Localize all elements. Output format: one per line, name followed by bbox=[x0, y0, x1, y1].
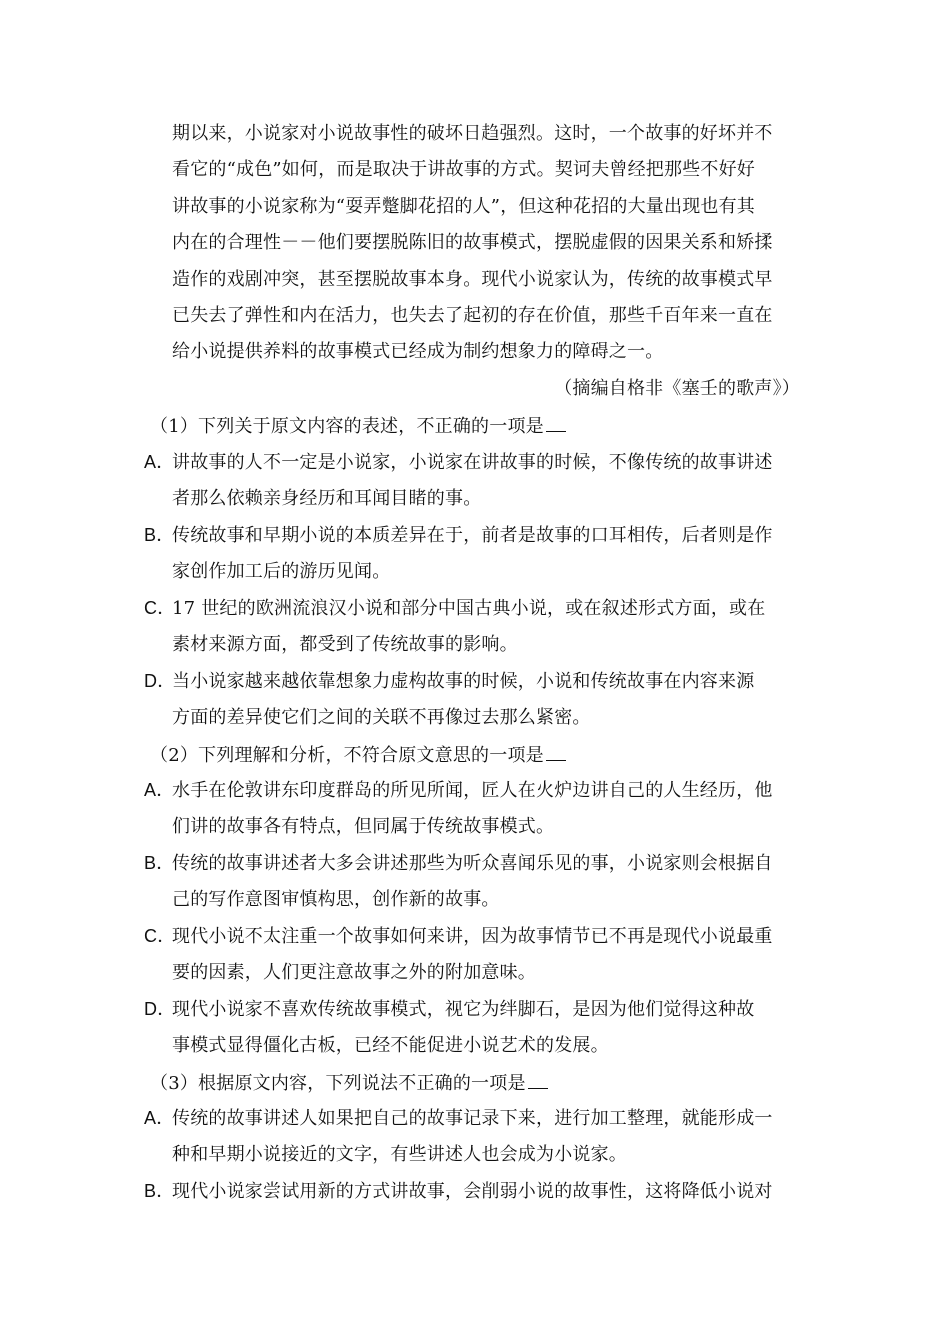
option-3b bbox=[144, 1179, 773, 1204]
option-label: A． bbox=[144, 452, 175, 472]
passage-line: 看它的“成色”如何，而是取决于讲故事的方式。契诃夫曾经把那些不好好 bbox=[172, 159, 756, 180]
option-text: 现代小说家尝试用新的方式讲故事，会削弱小说的故事性，这将降低小说对 bbox=[172, 1181, 773, 1202]
option-label: B． bbox=[144, 525, 175, 545]
question-stem-3 bbox=[150, 1070, 548, 1096]
option-2d-continuation: 事模式显得僵化古板，已经不能促进小说艺术的发展。 bbox=[172, 1035, 609, 1056]
option-label: B． bbox=[144, 853, 175, 873]
option-3a-continuation: 种和早期小说接近的文字，有些讲述人也会成为小说家。 bbox=[172, 1144, 627, 1165]
passage-line: 已失去了弹性和内在活力，也失去了起初的存在价值，那些千百年来一直在 bbox=[172, 305, 773, 326]
option-3a bbox=[144, 1106, 773, 1131]
passage-line: 讲故事的小说家称为“耍弄蹩脚花招的人”，但这种花招的大量出现也有其 bbox=[172, 196, 756, 217]
option-label: D． bbox=[144, 671, 176, 691]
option-1a bbox=[144, 450, 773, 475]
passage-source: （摘编自格非《塞壬的歌声》） bbox=[554, 378, 800, 399]
question-stem-text: （3）根据原文内容，下列说法不正确的一项是 bbox=[150, 1073, 526, 1094]
option-1d bbox=[144, 669, 754, 694]
answer-blank bbox=[546, 742, 566, 761]
option-text: 当小说家越来越依靠想象力虚构故事的时候，小说和传统故事在内容来源 bbox=[172, 671, 755, 692]
passage-line: 内在的合理性－－他们要摆脱陈旧的故事模式，摆脱虚假的因果关系和矫揉 bbox=[172, 232, 773, 253]
passage-line: 给小说提供养料的故事模式已经成为制约想象力的障碍之一。 bbox=[172, 341, 664, 362]
option-text: 传统的故事讲述人如果把自己的故事记录下来，进行加工整理，就能形成一 bbox=[172, 1108, 773, 1129]
question-stem-2 bbox=[150, 742, 566, 768]
option-text: 讲故事的人不一定是小说家，小说家在讲故事的时候，不像传统的故事讲述 bbox=[172, 452, 773, 473]
option-2b bbox=[144, 851, 773, 876]
option-1b-continuation: 家创作加工后的游历见闻。 bbox=[172, 561, 391, 582]
option-2c bbox=[144, 924, 773, 949]
answer-blank bbox=[546, 413, 566, 432]
question-stem-text: （2）下列理解和分析，不符合原文意思的一项是 bbox=[150, 745, 544, 766]
option-1d-continuation: 方面的差异使它们之间的关联不再像过去那么紧密。 bbox=[172, 707, 591, 728]
option-2c-continuation: 要的因素，人们更注意故事之外的附加意味。 bbox=[172, 962, 536, 983]
option-label: C． bbox=[144, 926, 176, 946]
option-label: D． bbox=[144, 999, 176, 1019]
passage-line: 造作的戏剧冲突，甚至摆脱故事本身。现代小说家认为，传统的故事模式早 bbox=[172, 269, 773, 290]
option-1c bbox=[144, 596, 765, 621]
passage-line: 期以来，小说家对小说故事性的破坏日趋强烈。这时，一个故事的好坏并不 bbox=[172, 123, 773, 144]
answer-blank bbox=[528, 1070, 548, 1089]
option-2a-continuation: 们讲的故事各有特点，但同属于传统故事模式。 bbox=[172, 816, 555, 837]
option-1a-continuation: 者那么依赖亲身经历和耳闻目睹的事。 bbox=[172, 488, 482, 509]
option-label: B． bbox=[144, 1181, 175, 1201]
option-2b-continuation: 己的写作意图审慎构思，创作新的故事。 bbox=[172, 889, 500, 910]
question-stem-1 bbox=[150, 413, 566, 439]
option-text: 现代小说家不喜欢传统故事模式，视它为绊脚石，是因为他们觉得这种故 bbox=[172, 999, 755, 1020]
option-1c-continuation: 素材来源方面，都受到了传统故事的影响。 bbox=[172, 634, 518, 655]
option-label: A． bbox=[144, 780, 175, 800]
option-text: 传统的故事讲述者大多会讲述那些为听众喜闻乐见的事，小说家则会根据自 bbox=[172, 853, 773, 874]
option-text: 传统故事和早期小说的本质差异在于，前者是故事的口耳相传，后者则是作 bbox=[172, 525, 773, 546]
option-label: A． bbox=[144, 1108, 175, 1128]
option-2d bbox=[144, 997, 754, 1022]
option-text: 17 世纪的欧洲流浪汉小说和部分中国古典小说，或在叙述形式方面，或在 bbox=[172, 598, 766, 619]
option-text: 现代小说不太注重一个故事如何来讲，因为故事情节已不再是现代小说最重 bbox=[172, 926, 773, 947]
option-text: 水手在伦敦讲东印度群岛的所见所闻，匠人在火炉边讲自己的人生经历，他 bbox=[172, 780, 773, 801]
option-label: C． bbox=[144, 598, 176, 618]
option-1b bbox=[144, 523, 773, 548]
question-stem-text: （1）下列关于原文内容的表述，不正确的一项是 bbox=[150, 416, 544, 437]
option-2a bbox=[144, 778, 773, 803]
